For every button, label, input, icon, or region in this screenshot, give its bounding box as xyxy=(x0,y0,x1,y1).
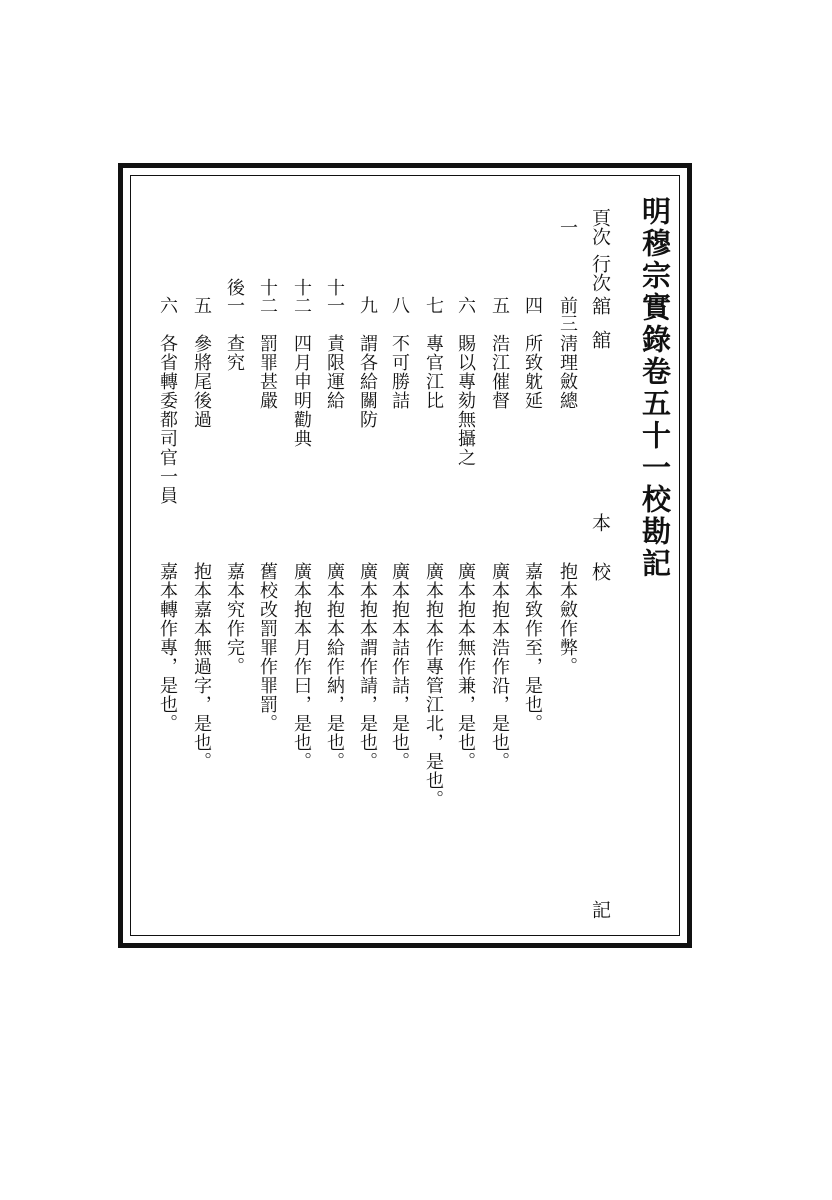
entry-note: 廣本抱本作專管江北，是也。 xyxy=(423,562,444,809)
entry-line: 八 xyxy=(389,296,410,314)
entry-note: 嘉本轉作專，是也。 xyxy=(157,562,178,733)
entry-line: 十一 xyxy=(324,278,345,314)
entry-line: 六 xyxy=(455,296,476,314)
entry-text: 不可勝詰 xyxy=(389,334,410,410)
entry-note: 舊校改罰罪作罪罰。 xyxy=(257,562,278,733)
entry-note: 嘉本究作完。 xyxy=(224,562,245,676)
entry-line: 四 xyxy=(522,296,543,314)
entry-text: 淸理斂總 xyxy=(557,334,578,410)
entry-text: 謂各給關防 xyxy=(357,334,378,429)
entry-line: 七 xyxy=(423,296,444,314)
entry-line: 十二 xyxy=(291,278,312,314)
entry-note: 嘉本致作至，是也。 xyxy=(522,562,543,733)
entry-text: 責限運給 xyxy=(324,334,345,410)
entry-text: 各省轉委都司官一員 xyxy=(157,334,178,505)
entry-note: 廣本抱本無作兼，是也。 xyxy=(455,562,476,771)
header-page: 頁次 xyxy=(589,208,611,246)
entry-text: 所致躭延 xyxy=(522,334,543,410)
entry-note: 廣本抱本謂作請，是也。 xyxy=(357,562,378,771)
entry-note: 廣本抱本給作納，是也。 xyxy=(324,562,345,771)
entry-line: 十二 xyxy=(257,278,278,314)
header-base: 舘 xyxy=(589,296,611,315)
header-collation: 校 xyxy=(589,562,611,581)
entry-text: 參將尾後過 xyxy=(191,334,212,429)
entry-note: 廣本抱本月作曰，是也。 xyxy=(291,562,312,771)
entry-line: 六 xyxy=(157,296,178,314)
entry-text: 罰罪甚嚴 xyxy=(257,334,278,410)
entry-line: 後一 xyxy=(224,278,245,314)
entry-note: 廣本抱本詰作詰，是也。 xyxy=(389,562,410,771)
entry-line: 五 xyxy=(489,296,510,314)
entry-note: 抱本嘉本無過字，是也。 xyxy=(191,562,212,771)
entry-text: 賜以專劾無攝之 xyxy=(455,334,476,467)
entry-text: 四月申明勸典 xyxy=(291,334,312,448)
page-title: 明穆宗實錄卷五十一校勘記 xyxy=(638,196,672,580)
entry-text: 浩江催督 xyxy=(489,334,510,410)
entry-line: 五 xyxy=(191,296,212,314)
header-line: 行次 xyxy=(589,254,611,292)
header-base-text: 舘 xyxy=(589,330,611,349)
header-text: 本 xyxy=(589,513,611,532)
header-notes: 記 xyxy=(589,900,611,919)
entry-text: 查究 xyxy=(224,334,245,372)
entry-line: 前三 xyxy=(557,296,578,332)
entry-line: 九 xyxy=(357,296,378,314)
entry-note: 抱本斂作弊。 xyxy=(557,562,578,676)
entry-text: 專官江比 xyxy=(423,334,444,410)
entry-page: 一 xyxy=(557,218,578,236)
entry-note: 廣本抱本浩作沿，是也。 xyxy=(489,562,510,771)
